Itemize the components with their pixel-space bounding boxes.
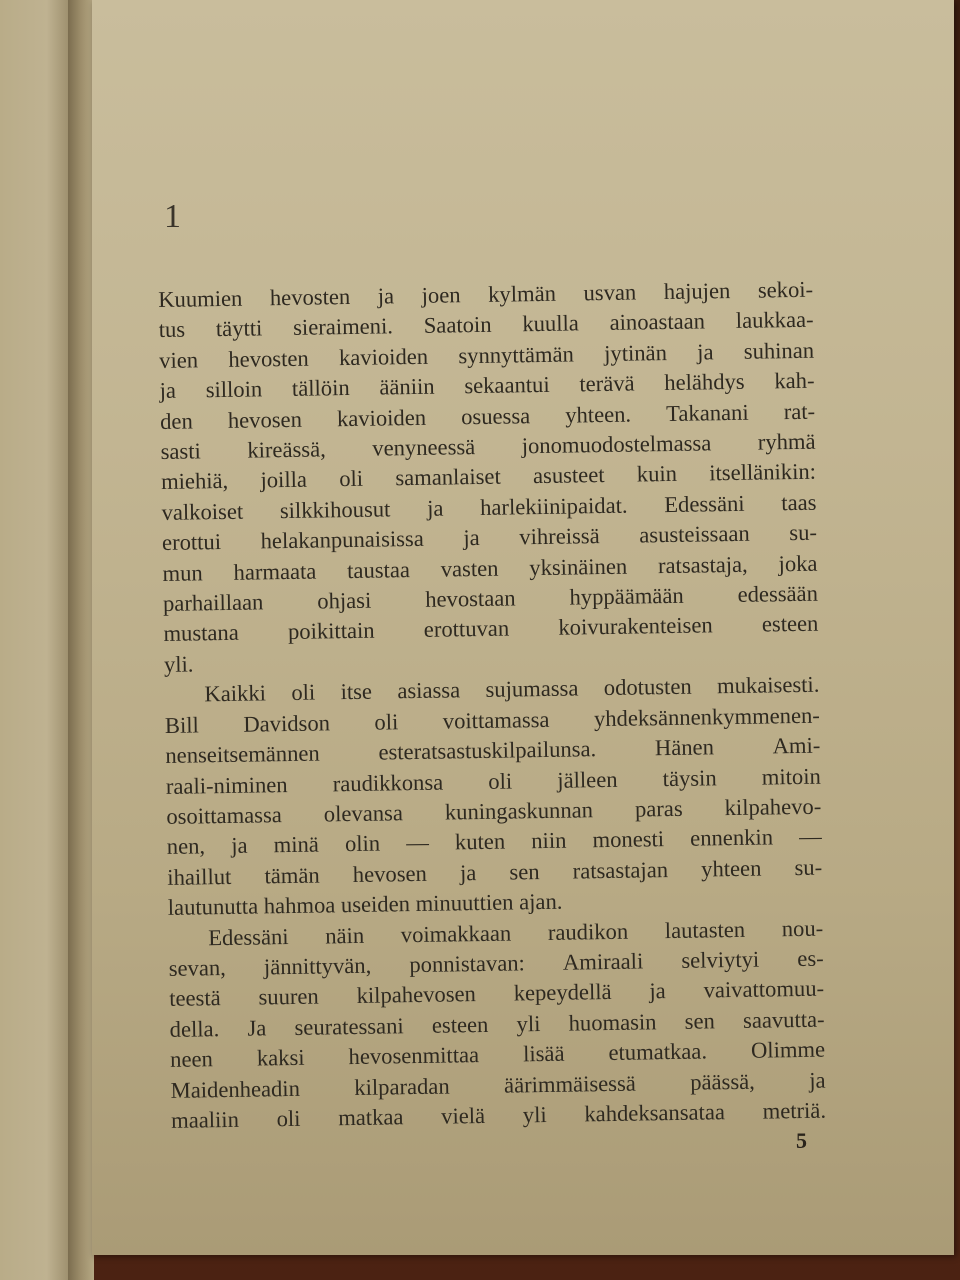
word: hyppäämään xyxy=(569,582,684,610)
word: monesti xyxy=(592,826,665,853)
word: sekoi- xyxy=(757,276,814,303)
word: kuningaskunnan xyxy=(444,797,594,825)
text-line-content: lautunutta hahmoa useiden minuuttien ajan. xyxy=(167,888,563,921)
word: yhdeksännenkymmenen- xyxy=(593,702,821,731)
word: Edessäni xyxy=(208,923,289,950)
word: harlekiinipaidat. xyxy=(479,492,628,520)
word: näin xyxy=(325,922,365,948)
word: kilpahevo- xyxy=(724,793,822,821)
word: matkaa xyxy=(337,1104,404,1131)
body-text xyxy=(158,275,826,1137)
word: mukaisesti. xyxy=(716,671,820,699)
word: kylmän xyxy=(487,280,557,307)
word: yli xyxy=(516,1010,541,1037)
word: yli xyxy=(522,1101,547,1128)
word: joilla xyxy=(260,467,308,493)
word: ratsastaja, xyxy=(657,551,748,578)
word: selviytyi xyxy=(681,946,760,973)
word: äärimmäisessä xyxy=(503,1070,636,1098)
word: nen, xyxy=(166,833,206,860)
word: — xyxy=(406,830,430,856)
word: mun xyxy=(162,559,203,586)
word: kepeydellä xyxy=(513,979,612,1006)
word: ja xyxy=(426,495,444,521)
word: olevansa xyxy=(323,800,404,827)
word: Maidenheadin xyxy=(170,1075,301,1103)
word: kilparadan xyxy=(354,1073,450,1100)
word: raali-niminen xyxy=(165,771,288,799)
word: sen xyxy=(684,1008,716,1034)
word: ja xyxy=(696,339,714,365)
word: su- xyxy=(789,519,818,546)
text-line-content: yli. xyxy=(163,651,194,677)
word: oli xyxy=(339,466,364,492)
word: esteen xyxy=(761,611,819,638)
word: maaliin xyxy=(170,1106,240,1133)
word: osuessa xyxy=(460,402,531,429)
word: päässä, xyxy=(690,1068,756,1095)
word: neen xyxy=(169,1046,214,1073)
word: harmaata xyxy=(233,558,317,585)
word: synnyttämän xyxy=(458,341,575,369)
word: kavioiden xyxy=(338,343,429,370)
word: ja xyxy=(159,377,177,404)
word: erottuvan xyxy=(423,615,510,643)
word: metriä. xyxy=(762,1097,827,1124)
word: tällöin xyxy=(291,375,350,402)
word: seuratessani xyxy=(294,1012,404,1040)
word: hevosen xyxy=(227,406,303,433)
word: vielä xyxy=(440,1102,486,1129)
word: oli xyxy=(374,708,399,735)
word: Takanani xyxy=(665,399,749,426)
word: hevosenmittaa xyxy=(348,1042,480,1070)
word: raudikon xyxy=(547,918,629,945)
word: jännittyvän, xyxy=(263,952,372,980)
word: olin xyxy=(344,830,381,857)
word: Kuumien xyxy=(158,285,243,312)
word: — xyxy=(798,823,822,850)
word: mustana xyxy=(163,620,239,647)
word: Amiraali xyxy=(562,948,644,975)
word: joen xyxy=(421,282,461,308)
word: silkkihousut xyxy=(279,496,391,523)
word: osoittamassa xyxy=(166,802,282,829)
word: helähdys xyxy=(664,369,745,396)
word: den xyxy=(159,408,193,434)
word: kahdeksansataa xyxy=(584,1099,726,1127)
word: jonomuodostelmassa xyxy=(521,430,712,459)
left-page-edge xyxy=(0,0,78,1280)
word: rat- xyxy=(783,398,816,424)
word: Bill xyxy=(164,712,200,738)
word: voimakkaan xyxy=(400,920,512,947)
word: ennenkin xyxy=(690,824,774,852)
word: ja xyxy=(231,832,248,859)
word: sieraimeni. xyxy=(292,313,394,341)
word: kireässä, xyxy=(247,436,326,463)
word: etumatkaa. xyxy=(608,1038,708,1066)
word: tus xyxy=(158,316,186,343)
word: lautasten xyxy=(664,916,746,943)
word: sen xyxy=(509,858,540,885)
word: miehiä, xyxy=(160,468,229,495)
word: ponnistavan: xyxy=(409,950,526,978)
word: laukkaa- xyxy=(735,307,814,334)
word: kaksi xyxy=(256,1044,305,1071)
word: vasten xyxy=(440,555,499,582)
word: asusteissaan xyxy=(639,520,750,548)
word: kavioiden xyxy=(336,404,427,431)
chapter-number: 1 xyxy=(164,198,181,235)
word: voittamassa xyxy=(442,706,550,734)
word: ja xyxy=(459,859,477,886)
word: yksinäinen xyxy=(529,553,628,580)
word: Ja xyxy=(247,1015,267,1041)
word: hevosen xyxy=(352,860,428,887)
word: kuulla xyxy=(522,310,580,337)
word: saavutta- xyxy=(742,1006,825,1033)
word: parhaillaan xyxy=(162,589,264,617)
word: itse xyxy=(340,678,373,705)
word: edessään xyxy=(737,580,819,607)
word: hevosten xyxy=(269,283,351,311)
word: sujumassa xyxy=(485,675,579,703)
word: ainoastaan xyxy=(609,308,706,336)
word: vaivattomuu- xyxy=(703,975,825,1003)
word: paras xyxy=(634,795,683,822)
word: yhteen xyxy=(700,855,762,882)
word: joka xyxy=(778,550,818,576)
word: niin xyxy=(531,827,567,854)
word: kuten xyxy=(454,828,506,855)
word: sevan, xyxy=(168,954,227,981)
page-number: 5 xyxy=(796,1128,807,1153)
word: erottui xyxy=(161,529,222,556)
word: kuin xyxy=(636,461,678,487)
word: kah- xyxy=(774,367,815,394)
word: vien xyxy=(158,347,199,373)
word: tämän xyxy=(264,862,320,889)
word: teestä xyxy=(169,985,221,1012)
word: sekaantui xyxy=(464,372,550,399)
word: Olimme xyxy=(750,1036,826,1063)
word: ääniin xyxy=(379,373,435,400)
word: kilpahevosen xyxy=(356,981,477,1009)
word: hajujen xyxy=(663,278,731,305)
word: sasti xyxy=(160,438,201,465)
word: della. xyxy=(169,1015,220,1042)
word: lisää xyxy=(522,1040,565,1067)
word: terävä xyxy=(579,370,635,397)
word: taustaa xyxy=(346,556,411,583)
word: täysin xyxy=(662,764,717,791)
word: koivurakenteisen xyxy=(558,612,713,641)
word: oli xyxy=(291,679,316,706)
word: huomasin xyxy=(568,1009,657,1036)
word: helakanpunaisissa xyxy=(260,526,424,554)
word: hevosten xyxy=(228,345,309,372)
word: Edessäni xyxy=(664,490,745,517)
word: silloin xyxy=(205,376,263,403)
book-gutter xyxy=(68,0,94,1280)
word: samanlaiset xyxy=(395,464,501,491)
word: Ami- xyxy=(772,732,821,759)
word: itsellänikin: xyxy=(709,459,817,486)
word: minä xyxy=(273,831,320,858)
word: täytti xyxy=(215,315,263,342)
word: ryhmä xyxy=(757,428,816,455)
word: ihaillut xyxy=(167,863,232,890)
word: Saatoin xyxy=(423,312,492,339)
word: ja xyxy=(809,1067,826,1093)
word: esteratsastuskilpailunsa. xyxy=(378,736,597,765)
word: venyneessä xyxy=(372,434,476,461)
word: suuren xyxy=(258,983,319,1010)
word: oli xyxy=(276,1105,301,1132)
word: jytinän xyxy=(603,339,668,366)
word: esteen xyxy=(431,1011,489,1038)
word: ja xyxy=(377,283,395,309)
word: ratsastajan xyxy=(572,856,669,884)
word: poikittain xyxy=(287,618,375,645)
word: nou- xyxy=(781,915,824,941)
word: suhinan xyxy=(743,337,815,364)
word: nenseitsemännen xyxy=(165,740,320,769)
word: usvan xyxy=(583,279,637,306)
word: asiassa xyxy=(397,677,461,704)
word: ohjasi xyxy=(317,587,372,614)
word: oli xyxy=(488,767,513,794)
word: Kaikki xyxy=(204,680,267,707)
word: yhteen. xyxy=(565,401,632,428)
word: ja xyxy=(463,525,480,551)
word: es- xyxy=(797,945,824,971)
word: mitoin xyxy=(761,763,821,790)
word: odotusten xyxy=(603,673,692,701)
word: hevostaan xyxy=(425,585,516,612)
word: taas xyxy=(781,489,817,516)
word: Hänen xyxy=(654,734,715,761)
word: asusteet xyxy=(532,462,605,489)
word: valkoiset xyxy=(161,498,244,525)
word: raudikkonsa xyxy=(332,769,444,796)
word: ja xyxy=(649,978,666,1004)
word: Davidson xyxy=(243,710,331,737)
word: jälleen xyxy=(557,766,618,793)
word: su- xyxy=(794,854,823,880)
word: vihreissä xyxy=(519,523,600,550)
